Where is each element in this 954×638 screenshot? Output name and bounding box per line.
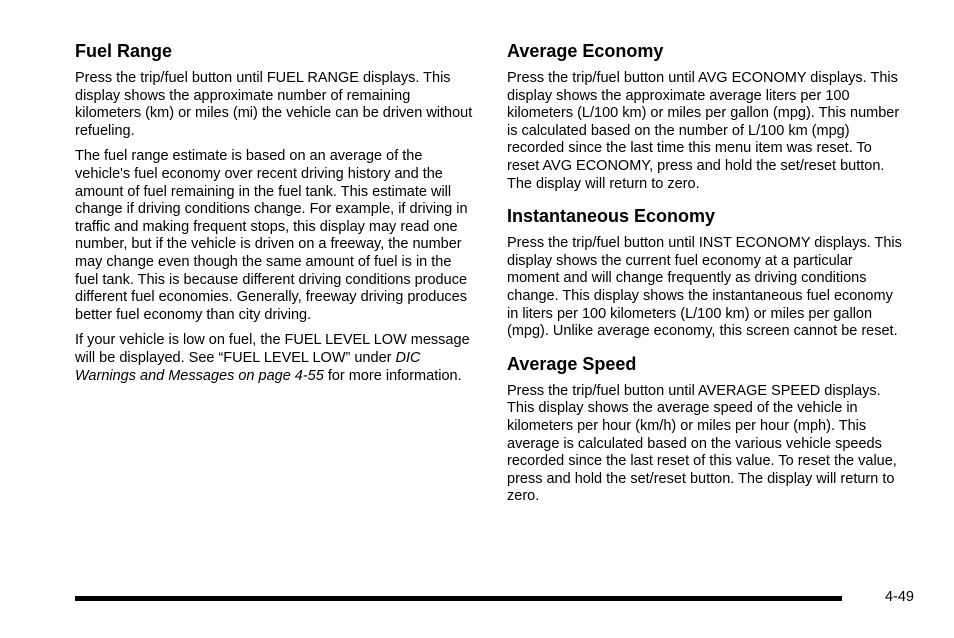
average-speed-paragraph: Press the trip/fuel button until AVERAGE SPEED displays. This display shows the average speed of the vehicle in kilometers per hour (km/h) or miles per hour (mph). This average is calculated based on the various vehicle speeds recorded since the last reset of this value. To reset the value, press and hold the set/reset button. The display will return to zero. [507,382,897,505]
fuel-range-heading: Fuel Range [75,41,173,61]
fuel-range-paragraph-3-start: If your vehicle is low on fuel, the FUEL LEVEL LOW message will be displayed. See “FUEL LEVEL LOW” under [75,332,470,366]
average-economy-heading: Average Economy [507,41,664,61]
dic-warnings-reference-link[interactable]: DIC Warnings and Messages on page 4‑55 [75,349,421,384]
page-number: 4-49 [884,589,914,605]
average-economy-section [507,40,907,193]
fuel-range-section [75,40,475,385]
fuel-range-paragraph-1: Press the trip/fuel button until FUEL RANGE displays. This display shows the approximate number of remaining kilometers (km) or miles (mi) the vehicle can be driven without refueling. [75,70,473,139]
instantaneous-economy-heading: Instantaneous Economy [507,206,716,227]
left-column [75,40,475,393]
instantaneous-economy-section [507,205,907,341]
average-economy-paragraph: Press the trip/fuel button until AVG ECONOMY displays. This display shows the approximate average liters per 100 kilometers (L/100 km) or miles per gallon (mpg). This number is calculated based on the number of L/100 km (mpg) recorded since the last time this menu item was reset. To reset AVG ECONOMY, press and hold the set/reset button. The display will return to zero. [507,70,900,192]
fuel-range-paragraph-3-end: for more information. [323,367,462,384]
average-speed-heading: Average Speed [507,353,637,374]
footer-rule [75,596,842,601]
average-speed-section [507,353,907,506]
instantaneous-economy-paragraph: Press the trip/fuel button until INST ECONOMY displays. This display shows the current fuel economy at a particular moment and will change frequently as driving conditions change. This display shows the instantaneous fuel economy in liters per 100 kilometers (L/100 km) or miles per gallon (mpg). Unlike average economy, this screen cannot be reset. [507,235,902,340]
right-column [507,40,907,514]
fuel-range-paragraph-2: The fuel range estimate is based on an average of the vehicle's fuel economy over recent driving history and the amount of fuel remaining in the fuel tank. This estimate will change if driving conditions change. For example, if driving in traffic and making frequent stops, this display may read one number, but if the vehicle is driven on a freeway, the number may change even though the same amount of fuel is in the fuel tank. This is because different driving conditions produce different fuel economies. Generally, freeway driving produces better fuel economy than city driving. [75,148,468,323]
fuel-range-paragraph-3 [75,332,475,385]
